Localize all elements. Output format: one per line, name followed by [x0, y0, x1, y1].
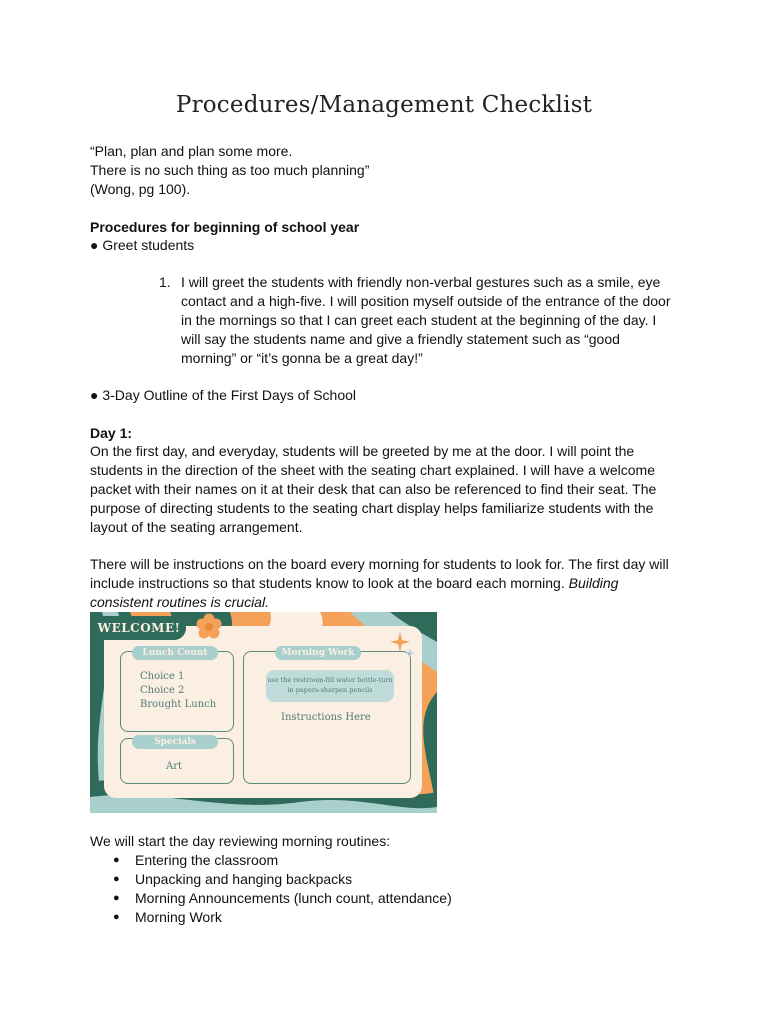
list-item: ● Entering the classroom — [113, 851, 452, 870]
quote-line-2: There is no such thing as too much planning” — [90, 162, 370, 178]
lunch-count-label: Lunch Count — [132, 646, 218, 660]
welcome-banner: WELCOME! — [92, 616, 186, 640]
day1-paragraph-2-text: There will be instructions on the board every morning for students to look for. The first day will include instructions so that students know to look at the board each morning. — [90, 556, 669, 591]
specials-label: Specials — [132, 735, 218, 749]
section-heading: Procedures for beginning of school year — [90, 219, 360, 235]
list-item: ● Morning Announcements (lunch count, attendance) — [113, 889, 452, 908]
lunch-choice-3: Brought Lunch — [140, 699, 217, 710]
lunch-choice-2: Choice 2 — [140, 685, 185, 696]
flower-icon — [194, 612, 224, 642]
day1-heading: Day 1: — [90, 425, 133, 441]
item-number: 1. — [159, 274, 171, 290]
list-item: ● Unpacking and hanging backpacks — [113, 870, 452, 889]
morning-work-label: Morning Work — [275, 646, 361, 660]
specials-value: Art — [166, 761, 183, 772]
instructions-text: Instructions Here — [281, 712, 371, 723]
routines-list — [113, 851, 452, 927]
list-item: ● Morning Work — [113, 908, 452, 927]
lunch-choice-1: Choice 1 — [140, 671, 185, 682]
quote-line-1: “Plan, plan and plan some more. — [90, 143, 293, 159]
routines-intro: We will start the day reviewing morning routines: — [90, 833, 391, 849]
slide-panel — [104, 626, 422, 798]
page-title: Procedures/Management Checklist — [175, 92, 593, 118]
day1-paragraph-2 — [90, 555, 680, 612]
day1-emphasis: Building consistent routines is crucial. — [90, 575, 619, 610]
bullet-3-day-outline: ● 3-Day Outline of the First Days of School — [90, 387, 357, 403]
quote-citation: (Wong, pg 100). — [90, 181, 191, 197]
numbered-item — [159, 273, 679, 368]
morning-work-note: use the restroom-fill water bottle-turn in papers-sharpen pencils — [266, 670, 394, 702]
sparkle-icon — [388, 630, 418, 660]
item-text: I will greet the students with friendly non-verbal gestures such as a smile, eye contact and a high-five. I will position myself outside of the entrance of the door in the mornings so that I can greet each student at the beginning of the day. I will say the students name and give a friendly statement such as “good morning” or “it’s gonna be a great day!” — [181, 274, 671, 366]
day1-paragraph-1: On the first day, and everyday, students will be greeted by me at the door. I will point the students in the direction of the sheet with the seating chart explained. I will have a welcome packet with their names on it at their desk that can also be referenced to find their seat. The purpose of directing students to the seating chart display helps familiarize students with the layout of the seating arrangement. — [90, 443, 657, 535]
bullet-greet-students: ● Greet students — [90, 237, 195, 253]
welcome-slide-image — [90, 612, 437, 813]
